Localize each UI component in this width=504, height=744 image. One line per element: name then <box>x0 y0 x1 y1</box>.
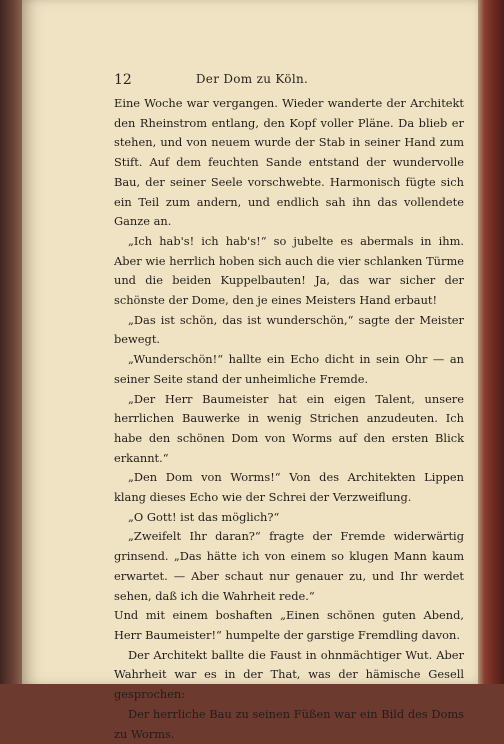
book-spine-edge <box>0 0 24 684</box>
paragraph: Der herrliche Bau zu seinen Füßen war ein Bild des Doms zu Worms. <box>114 706 464 741</box>
paragraph: „Zweifelt Ihr daran?“ fragte der Fremde widerwärtig grinsend. „Das hätte ich von einem so klugen Mann kaum erwartet. — Aber schaut nur genauer zu, und Ihr werdet sehen, daß ich die Wahrheit rede.“ <box>114 529 464 603</box>
paragraph: „Ich hab's! ich hab's!“ so jubelte es abermals in ihm. Aber wie herrlich hoben sich auch die vier schlanken Türme und die beiden Kuppelbauten! Ja, das war sicher der schönste der Dome, den je eines Meisters Hand erbaut! <box>114 233 464 308</box>
body-text <box>114 94 464 744</box>
paragraph: Und mit einem boshaften „Einen schönen guten Abend, Herr Baumeister!“ humpelte der garstige Fremdling davon. <box>114 608 464 642</box>
paragraph: Eine Woche war vergangen. Wieder wanderte der Architekt den Rheinstrom entlang, den Kopf voller Pläne. Da blieb er stehen, und von neuem wurde der Stab in seiner Hand zum Stift. Auf dem feuchten Sande entstand der wundervolle Bau, der seiner Seele vorschwebte. Harmonisch fügte sich ein Teil zum andern, und endlich sah ihn das vollendete Ganze an. <box>114 96 464 229</box>
running-head: Der Dom zu Köln. <box>195 72 309 86</box>
paragraph: „Das ist schön, das ist wunderschön,“ sagte der Meister bewegt. <box>114 312 464 347</box>
page-number: 12 <box>114 72 132 88</box>
book-page <box>22 0 482 741</box>
paragraph: Der Architekt ballte die Faust in ohnmächtiger Wut. Aber Wahrheit war es in der That, was der hämische Gesell gesprochen: <box>114 647 464 702</box>
paragraph: „Der Herr Baumeister hat ein eigen Talent, unsere herrlichen Bauwerke in wenig Strichen anzudeuten. Ich habe den schönen Dom von Worms auf den ersten Blick erkannt.“ <box>114 391 464 465</box>
paragraph: „O Gott! ist das möglich?“ <box>128 509 280 524</box>
book-cover-edge <box>478 0 504 684</box>
paragraph: „Wunderschön!“ hallte ein Echo dicht in sein Ohr — an seiner Seite stand der unheimliche Fremde. <box>114 352 464 386</box>
paragraph: „Den Dom von Worms!“ Von des Architekten Lippen klang dieses Echo wie der Schrei der Verzweiflung. <box>114 470 464 505</box>
